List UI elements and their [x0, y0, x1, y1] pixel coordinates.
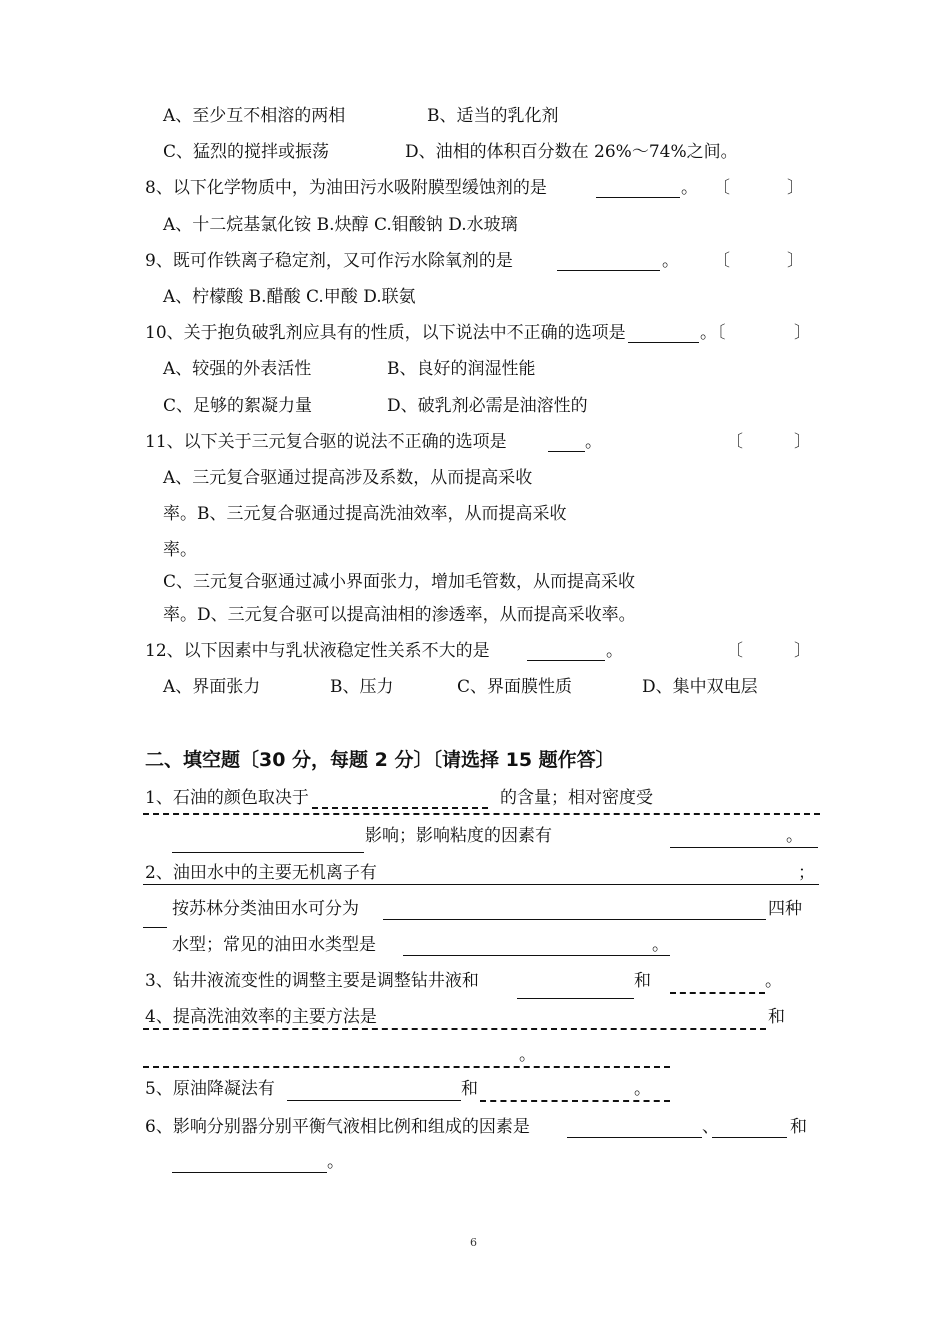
q8-period: 。 [681, 178, 698, 198]
fill-q1-blank-3 [670, 847, 818, 848]
q12-option-c: C、界面膜性质 [457, 677, 573, 697]
fill-q1-blank-2 [172, 852, 364, 853]
q9-answer-blank [557, 270, 660, 271]
q10-option-c: C、足够的絮凝力量 [163, 396, 313, 416]
fill-q5-blank-1 [287, 1100, 461, 1101]
q8-answer-blank [596, 197, 680, 198]
fill-q2-blank-3 [143, 927, 167, 928]
fill-q5-period: 。 [634, 1079, 651, 1099]
q10-bracket-close: 〕 [794, 323, 811, 343]
q11-bracket-open: 〔 [726, 432, 743, 452]
q11-period: 。 [585, 432, 602, 452]
q12-answer-blank [527, 660, 605, 661]
fill-q4-text-a: 4、提高洗油效率的主要方法是 [145, 1007, 377, 1027]
fill-q6-blank-3 [172, 1172, 327, 1173]
page-number: 6 [470, 1236, 477, 1249]
q12-period: 。 [606, 641, 623, 661]
fill-q3-blank-2 [670, 992, 765, 994]
q10-period-bracket: 。〔 [700, 323, 726, 343]
fill-q3-text-b: 和 [634, 971, 651, 991]
fill-q4-blank-2 [143, 1066, 670, 1068]
q8-options: A、十二烷基氯化铵 B.炔醇 C.钼酸钠 D.水玻璃 [163, 215, 518, 235]
fill-q5-text-a: 5、原油降凝法有 [145, 1079, 275, 1099]
fill-q6-text-c: 和 [790, 1117, 807, 1137]
q12-bracket-open: 〔 [726, 641, 743, 661]
fill-q1-text-c: 影响；影响粘度的因素有 [365, 826, 552, 846]
fill-q6-blank-2 [712, 1137, 787, 1138]
q11-stem: 11、以下关于三元复合驱的说法不正确的选项是 [145, 432, 507, 452]
q11-bracket-close: 〕 [794, 432, 811, 452]
fill-q2-text-a: 2、油田水中的主要无机离子有 [145, 863, 377, 883]
fill-q5-blank-2 [480, 1100, 670, 1102]
q9-stem: 9、既可作铁离子稳定剂，又可作污水除氧剂的是 [145, 251, 513, 271]
q10-option-d: D、破乳剂必需是油溶性的 [387, 396, 588, 416]
q12-option-b: B、压力 [330, 677, 394, 697]
fill-q2-blank-2 [383, 919, 766, 920]
fill-q1-dashed-rule [143, 813, 820, 815]
fill-q2-semicolon: ； [798, 863, 815, 883]
q8-stem: 8、以下化学物质中，为油田污水吸附膜型缓蚀剂的是 [145, 178, 547, 198]
q8-bracket-close: 〕 [787, 178, 804, 198]
fill-q2-text-d: 四种 [768, 899, 802, 919]
q8-bracket-open: 〔 [713, 178, 730, 198]
q9-bracket-open: 〔 [713, 251, 730, 271]
q12-option-d: D、集中双电层 [642, 677, 758, 697]
fill-q6-period: 。 [327, 1152, 344, 1172]
fill-q3-period: 。 [765, 971, 782, 991]
fill-q2-text-e: 水型；常见的油田水类型是 [172, 935, 376, 955]
q11-line-4: C、三元复合驱通过减小界面张力，增加毛管数，从而提高采收 [163, 572, 636, 592]
q12-stem: 12、以下因素中与乳状液稳定性关系不大的是 [145, 641, 490, 661]
fill-q2-period: 。 [652, 935, 669, 955]
fill-q2-blank-1 [143, 884, 819, 885]
q7-option-d: D、油相的体积百分数在 26%～74%之间。 [405, 142, 738, 162]
q10-option-a: A、较强的外表活性 [163, 359, 312, 379]
fill-q4-text-b: 和 [768, 1007, 785, 1027]
q10-answer-blank [628, 342, 699, 343]
fill-q3-text-a: 3、钻井液流变性的调整主要是调整钻井液和 [145, 971, 479, 991]
q10-stem: 10、关于抱负破乳剂应具有的性质，以下说法中不正确的选项是 [145, 323, 626, 343]
q11-answer-blank [548, 451, 585, 452]
fill-q1-blank-1 [312, 807, 488, 809]
fill-q1-period: 。 [786, 826, 803, 846]
q9-bracket-close: 〕 [787, 251, 804, 271]
q12-bracket-close: 〕 [794, 641, 811, 661]
fill-q4-period: 。 [519, 1045, 536, 1065]
q9-period: 。 [662, 251, 679, 271]
fill-q1-text-b: 的含量；相对密度受 [500, 788, 653, 808]
q7-option-c: C、猛烈的搅拌或振荡 [163, 142, 330, 162]
section-2-title: 二、填空题〔30 分，每题 2 分〕〔请选择 15 题作答〕 [145, 749, 615, 771]
fill-q2-blank-4 [403, 955, 670, 956]
q11-line-1: A、三元复合驱通过提高涉及系数，从而提高采收 [163, 468, 533, 488]
fill-q6-text-a: 6、影响分别器分别平衡气液相比例和组成的因素是 [145, 1117, 530, 1137]
fill-q4-blank-1 [143, 1028, 766, 1030]
fill-q1-text-a: 1、石油的颜色取决于 [145, 788, 309, 808]
q11-line-3: 率。 [163, 540, 197, 560]
fill-q5-text-b: 和 [461, 1079, 478, 1099]
q11-line-2: 率。B、三元复合驱通过提高洗油效率，从而提高采收 [163, 504, 567, 524]
fill-q6-text-b: 、 [702, 1117, 719, 1137]
q12-option-a: A、界面张力 [163, 677, 261, 697]
fill-q6-blank-1 [567, 1137, 702, 1138]
fill-q3-blank-1 [517, 998, 634, 999]
q11-line-5: 率。D、三元复合驱可以提高油相的渗透率，从而提高采收率。 [163, 605, 636, 625]
q7-option-a: A、至少互不相溶的两相 [163, 106, 346, 126]
q9-options: A、柠檬酸 B.醋酸 C.甲酸 D.联氨 [163, 287, 416, 307]
q7-option-b: B、适当的乳化剂 [427, 106, 559, 126]
fill-q2-text-c: 按苏林分类油田水可分为 [172, 899, 359, 919]
q10-option-b: B、良好的润湿性能 [387, 359, 536, 379]
